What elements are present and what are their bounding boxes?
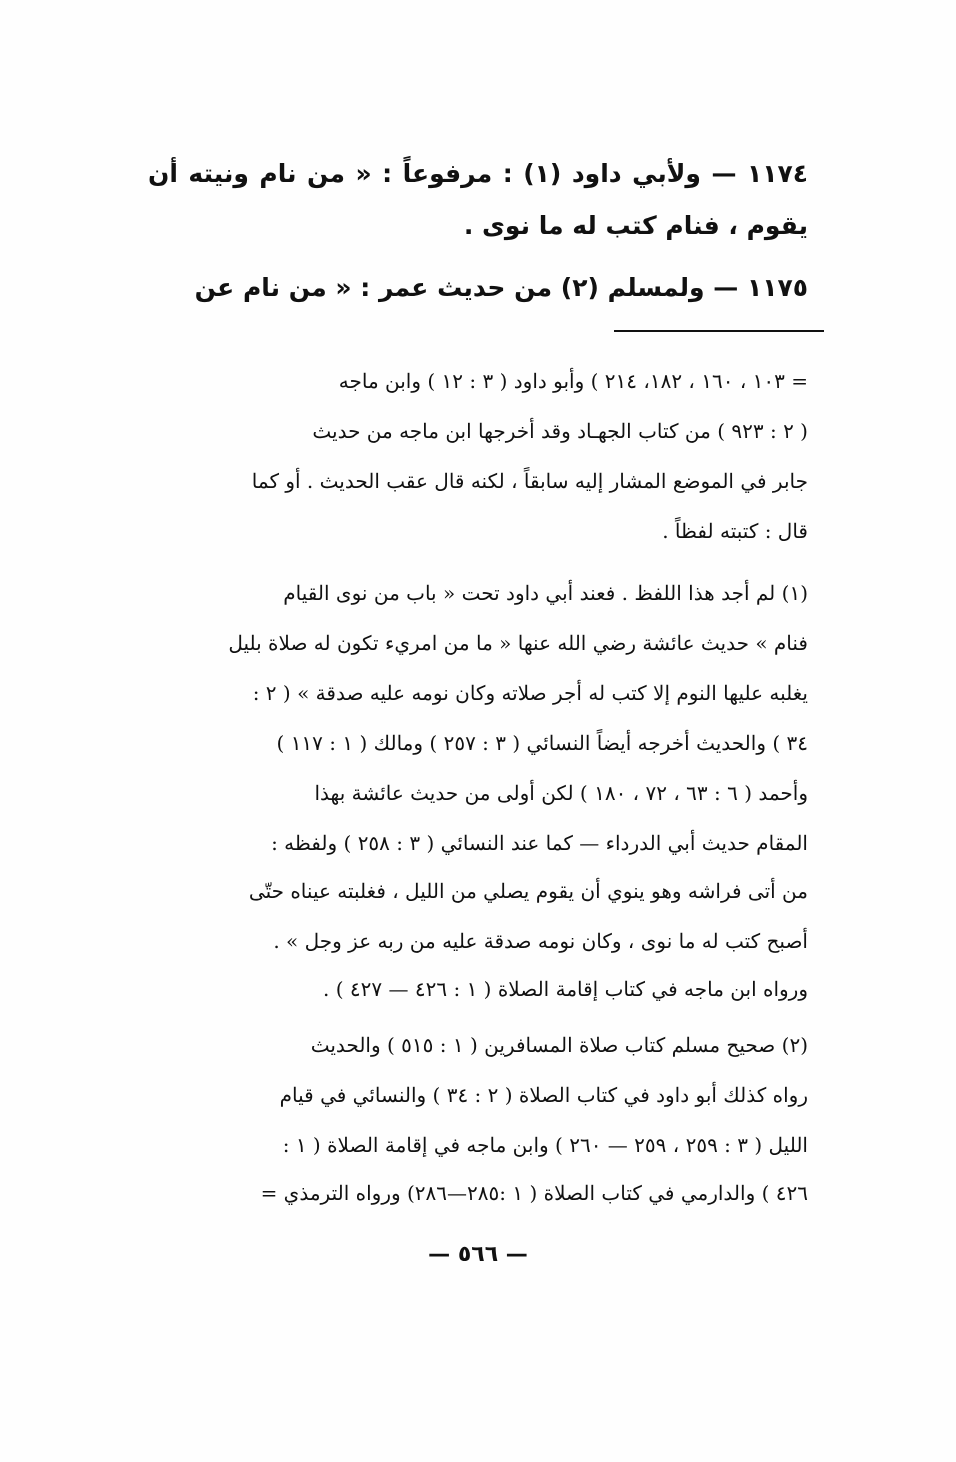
footnote-continuation-line: ( ٢ : ٩٢٣ ) من كتاب الجهـاد وقد أخرجها ابن ماجه من حديث: [312, 419, 808, 443]
footnote-1-line: أصبح كتب له ما نوى ، وكان نومه صدقة عليه من ربه عز وجل » .: [273, 929, 808, 953]
footnote-2-line: رواه كذلك أبو داود في كتاب الصلاة ( ٢ : ٣٤ ) والنسائي في قيام: [279, 1083, 808, 1107]
page-number: — ٥٦٦ —: [428, 1242, 528, 1267]
hadith-1175-text: ١١٧٥ — ولمسلم (٢) من حديث عمر : « من نام عن: [194, 273, 808, 302]
footnote-continuation-line: قال : كتبته لفظاً .: [662, 519, 808, 543]
footnote-1-line: ٣٤ ) والحديث أخرجه أيضاً النسائي ( ٣ : ٢٥٧ ) ومالك ( ١ : ١١٧ ): [276, 731, 808, 755]
footnote-1-line: فنام » حديث عائشة رضي الله عنها « ما من امريء تكون له صلاة بليل: [228, 631, 808, 655]
footnote-1-line: المقام حديث أبي الدرداء — كما عند النسائي ( ٣ : ٢٥٨ ) ولفظه :: [271, 831, 808, 855]
footnote-separator-rule: [614, 330, 824, 332]
footnote-continuation-line: = ١٠٣ ، ١٦٠ ، ١٨٢، ٢١٤ ) وأبو داود ( ٣ : ١٢ ) وابن ماجه: [338, 369, 808, 393]
footnote-continuation-line: جابر في الموضع المشار إليه سابقاً ، لكنه قال عقب الحديث . أو كما: [251, 469, 808, 493]
footnote-2-line: (٢) صحيح مسلم كتاب صلاة المسافرين ( ١ : ٥١٥ ) والحديث: [310, 1033, 808, 1057]
footnote-1-line: وأحمد ( ٦ : ٦٣ ، ٧٢ ، ١٨٠ ) لكن أولى من حديث عائشة بهذا: [314, 781, 808, 805]
footnote-1-line: يغلبه عليها النوم إلا كتب له أجر صلاته وكان نومه عليه صدقة » ( ٢ :: [252, 681, 808, 705]
footnote-1-line: (١) لم أجد هذا اللفظ . فعند أبي داود تحت « باب من نوى القيام: [283, 581, 808, 605]
footnote-2-line: ٤٢٦ ) والدارمي في كتاب الصلاة ( ١ :٢٨٥—٢٨٦) ورواه الترمذي =: [260, 1181, 808, 1205]
footnote-1-line: ورواه ابن ماجه في كتاب إقامة الصلاة ( ١ : ٤٢٦ — ٤٢٧ ) .: [323, 977, 808, 1001]
hadith-1174-text: ١١٧٤ — ولأبي داود (١) : مرفوعاً : « من نام ونيته أن يقوم ، فنام كتب له ما نوى .: [148, 159, 809, 240]
footnote-1-line: من أتى فراشه وهو ينوي أن يقوم يصلي من الليل ، فغلبته عيناه حتّى: [248, 879, 808, 903]
footnote-2-line: الليل ( ٣ : ٢٥٩ ، ٢٥٩ — ٢٦٠ ) وابن ماجه في إقامة الصلاة ( ١ :: [282, 1133, 808, 1157]
